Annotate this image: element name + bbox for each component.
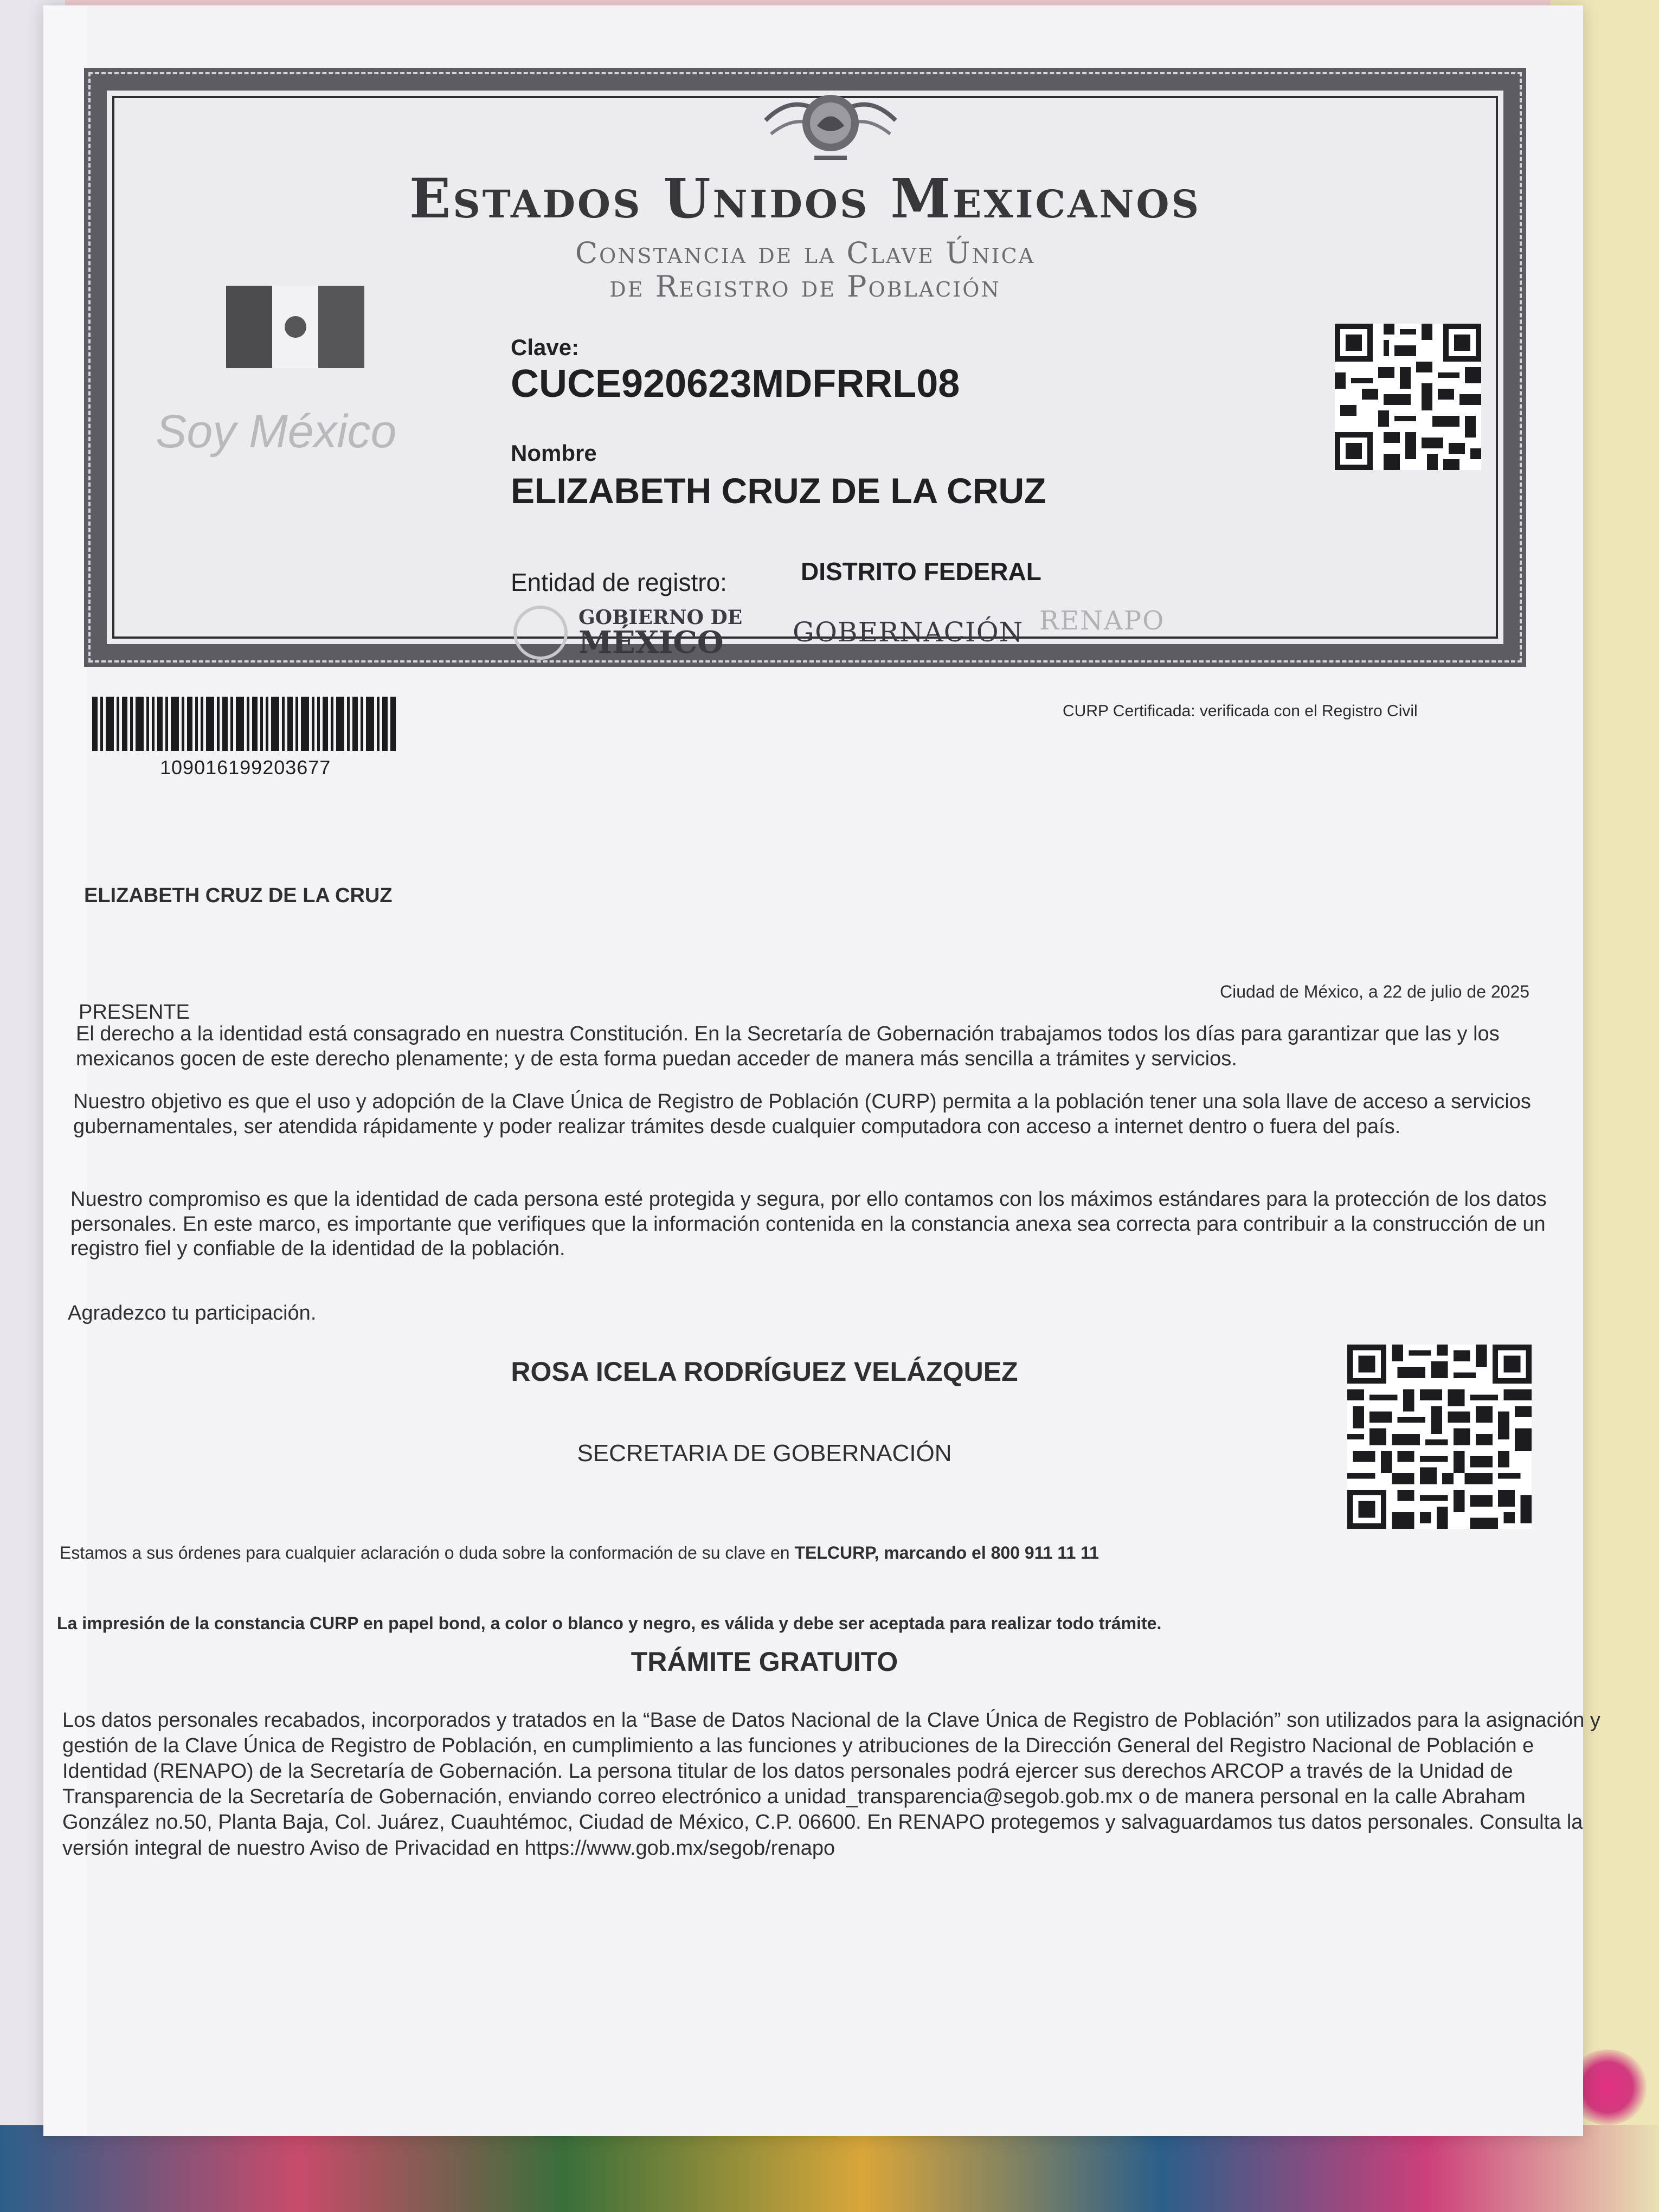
qr-code-icon xyxy=(1335,324,1481,470)
national-seal-icon xyxy=(760,82,901,164)
gobernacion-logo: GOBERNACIÓN xyxy=(793,616,1024,648)
free-notice: TRÁMITE GRATUITO xyxy=(631,1647,898,1677)
clave-label: Clave: xyxy=(511,335,580,360)
signer-title: SECRETARIA DE GOBERNACIÓN xyxy=(577,1440,952,1467)
logo-gobierno-line2: MÉXICO xyxy=(578,625,724,660)
entidad-label: Entidad de registro: xyxy=(511,568,727,596)
document-subtitle-line2: de Registro de Población xyxy=(609,269,1001,304)
contact-telcurp xyxy=(60,1542,1099,1563)
barcode-icon xyxy=(92,697,396,751)
entidad-value: DISTRITO FEDERAL xyxy=(801,557,1041,586)
letter-paragraph: El derecho a la identidad está consagrado en nuestra Constitución. En la Secretaría de Gobernación trabajamos todos los días para garantizar que las y los mexicanos gocen de este derecho plenamente; y de esta forma puedan acceder de manera más sencilla a trámites y servicios. xyxy=(76,1023,1500,1070)
signer-name: ROSA ICELA RODRÍGUEZ VELÁZQUEZ xyxy=(511,1356,1018,1387)
document-subtitle-line1: Constancia de la Clave Única xyxy=(575,236,1036,270)
background-tablecloth xyxy=(0,2125,1659,2212)
nombre-label: Nombre xyxy=(511,440,597,466)
letter-closing: Agradezco tu participación. xyxy=(68,1302,317,1324)
contact-phone: TELCURP, marcando el 800 911 11 11 xyxy=(794,1543,1099,1562)
logo-gobierno-line1: GOBIERNO DE xyxy=(578,606,743,629)
renapo-logo: RENAPO xyxy=(1039,606,1165,636)
gobierno-seal-icon xyxy=(513,606,568,660)
certified-note: CURP Certificada: verificada con el Registro Civil xyxy=(1063,702,1418,720)
letter-greeting: PRESENTE xyxy=(79,1001,190,1024)
document-title: Estados Unidos Mexicanos xyxy=(409,166,1201,230)
letter-paragraph: Nuestro compromiso es que la identidad de cada persona esté protegida y segura, por ello contamos con los máximos estándares para la protección de los datos personales. En este marco, es importante que verifiques que la información contenida en la constancia anexa sea correcta para contribuir a la construcción de un registro fiel y confiable de la identidad de la población. xyxy=(70,1188,1547,1261)
qr-code-icon xyxy=(1347,1345,1532,1529)
mexico-flag-icon xyxy=(226,286,364,368)
curp-document xyxy=(43,5,1600,2136)
barcode-number: 109016199203677 xyxy=(160,756,331,779)
letter-recipient: ELIZABETH CRUZ DE LA CRUZ xyxy=(84,884,393,907)
nombre-value: ELIZABETH CRUZ DE LA CRUZ xyxy=(511,471,1046,511)
curp-certificate xyxy=(84,68,1526,667)
soy-mexico-watermark: Soy México xyxy=(156,406,397,458)
privacy-notice: Los datos personales recabados, incorporados y tratados en la “Base de Datos Nacional de la Clave Única de Registro de Población” son utilizados para la asignación y gestión de la Clave Única de Registro de Población, en cumplimiento a las funciones y atribuciones de la Dirección General del Registro Nacional de Población e Identidad (RENAPO) de la Secretaría de Gobernación. La persona titular de los datos personales podrá ejercer sus derechos ARCOP a través de la Unidad de Transparencia de la Secretaría de Gobernación, enviando correo electrónico a unidad_transparencia@segob.gob.mx o de manera personal en la calle Abraham González no.50, Planta Baja, Col. Juárez, Cuauhtémoc, Ciudad de México, C.P. 06600. En RENAPO protegemos y salvaguardamos tus datos personales. Consulta la versión integral de nuestro Aviso de Privacidad en https://www.gob.mx/segob/renapo xyxy=(62,1709,1600,1860)
clave-value: CUCE920623MDFRRL08 xyxy=(511,362,960,406)
gobierno-de-mexico-logo xyxy=(513,606,742,660)
contact-text: Estamos a sus órdenes para cualquier aclaración o duda sobre la conformación de su clave en xyxy=(60,1543,795,1562)
letter-paragraph: Nuestro objetivo es que el uso y adopción de la Clave Única de Registro de Población (CURP) permita a la población tener una sola llave de acceso a servicios gubernamentales, ser atendida rápidamente y poder realizar trámites desde cualquier computadora con acceso a internet dentro o fuera del país. xyxy=(73,1090,1531,1138)
print-notice: La impresión de la constancia CURP en papel bond, a color o blanco y negro, es válida y debe ser aceptada para realizar todo trámite. xyxy=(57,1613,1162,1633)
letter-place-date: Ciudad de México, a 22 de julio de 2025 xyxy=(1220,982,1530,1001)
